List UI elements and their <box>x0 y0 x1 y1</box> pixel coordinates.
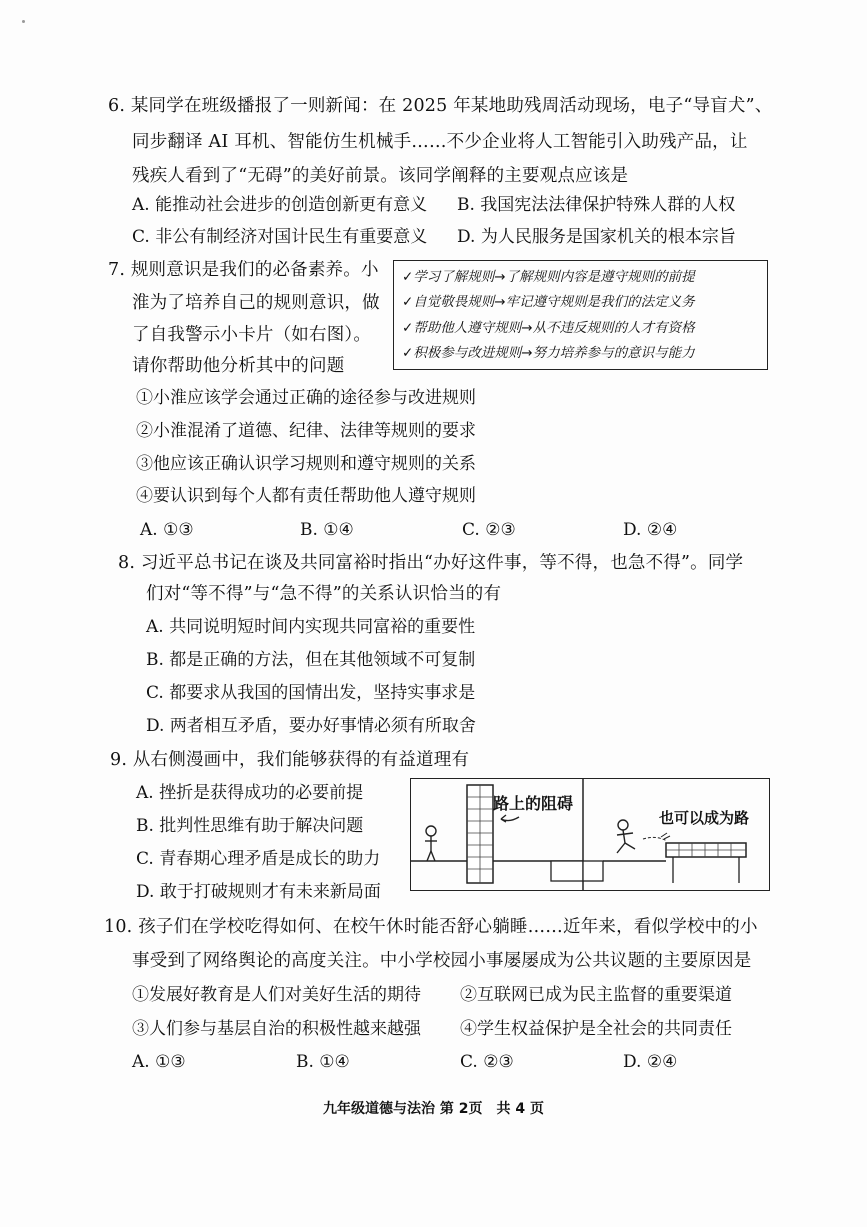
q10-stem-line-2: 事受到了网络舆论的高度关注。中小学校园小事屡屡成为公共议题的主要原因是 <box>132 951 752 971</box>
q10-statement-4: ④学生权益保护是全社会的共同责任 <box>460 1019 732 1039</box>
q6-option-d[interactable]: D. 为人民服务是国家机关的根本宗旨 <box>457 227 736 247</box>
comic-left-caption: 路上的阻碍 <box>493 794 574 813</box>
q6-stem-line-3: 残疾人看到了“无碍”的美好前景。该同学阐释的主要观点应该是 <box>132 166 629 186</box>
q6-stem-line-2: 同步翻译 AI 耳机、智能仿生机械手……不少企业将人工智能引入助残产品，让 <box>132 132 748 152</box>
q6-stem-line-1: 6. 某同学在班级播报了一则新闻：在 2025 年某地助残周活动现场，电子“导盲犬”、 <box>108 96 773 116</box>
q6-option-c[interactable]: C. 非公有制经济对国计民生有重要意义 <box>132 227 428 247</box>
page-footer: 九年级道德与法治 第 2页 共 4 页 <box>323 1101 544 1117</box>
q8-option-d[interactable]: D. 两者相互矛盾，要办好事情必须有所取舍 <box>146 716 476 736</box>
q10-stem-line-1: 10. 孩子们在学校吃得如何、在校午休时能否舒心躺睡……近年来，看似学校中的小 <box>104 917 758 937</box>
q10-option-a[interactable]: A. ①③ <box>132 1052 186 1072</box>
q8-stem-line-1: 8. 习近平总书记在谈及共同富裕时指出“办好这件事，等不得，也急不得”。同学 <box>118 553 744 573</box>
q7-option-c[interactable]: C. ②③ <box>462 520 516 540</box>
warning-card-line-4: ✓积极参与改进规则→努力培养参与的意识与能力 <box>402 345 695 361</box>
q6-option-a[interactable]: A. 能推动社会进步的创造创新更有意义 <box>132 195 428 215</box>
warning-card <box>393 260 768 370</box>
q10-option-d[interactable]: D. ②④ <box>623 1052 678 1072</box>
q9-option-a[interactable]: A. 挫折是获得成功的必要前提 <box>136 783 364 803</box>
q9-option-b[interactable]: B. 批判性思维有助于解决问题 <box>136 816 364 836</box>
warning-card-line-2: ✓自觉敬畏规则→牢记遵守规则是我们的法定义务 <box>402 294 695 310</box>
q9-stem: 9. 从右侧漫画中，我们能够获得的有益道理有 <box>110 750 470 770</box>
q8-option-c[interactable]: C. 都要求从我国的国情出发，坚持实事求是 <box>146 683 476 703</box>
q10-option-c[interactable]: C. ②③ <box>460 1052 514 1072</box>
q8-option-b[interactable]: B. 都是正确的方法，但在其他领域不可复制 <box>146 650 476 670</box>
q7-option-b[interactable]: B. ①④ <box>300 520 354 540</box>
q8-option-a[interactable]: A. 共同说明短时间内实现共同富裕的重要性 <box>146 617 476 637</box>
q9-option-c[interactable]: C. 青春期心理矛盾是成长的助力 <box>136 849 381 869</box>
comic-illustration <box>410 778 770 891</box>
q6-option-b[interactable]: B. 我国宪法法律保护特殊人群的人权 <box>457 195 736 215</box>
scan-speck <box>22 20 25 23</box>
q7-statement-2: ②小淮混淆了道德、纪律、法律等规则的要求 <box>136 421 476 441</box>
q10-statement-2: ②互联网已成为民主监督的重要渠道 <box>460 985 732 1005</box>
q7-statement-4: ④要认识到每个人都有责任帮助他人遵守规则 <box>136 486 476 506</box>
q7-stem-line-4: 请你帮助他分析其中的问题 <box>132 356 345 376</box>
q7-statement-3: ③他应该正确认识学习规则和遵守规则的关系 <box>136 454 476 474</box>
comic-right-caption: 也可以成为路 <box>659 809 750 827</box>
q7-stem-line-2: 淮为了培养自己的规则意识，做 <box>132 293 380 313</box>
warning-card-line-1: ✓学习了解规则→了解规则内容是遵守规则的前提 <box>402 269 695 285</box>
q10-statement-1: ①发展好教育是人们对美好生活的期待 <box>132 985 421 1005</box>
warning-card-line-3: ✓帮助他人遵守规则→从不违反规则的人才有资格 <box>402 320 695 336</box>
q7-option-d[interactable]: D. ②④ <box>623 520 678 540</box>
q8-stem-line-2: 们对“等不得”与“急不得”的关系认识恰当的有 <box>146 584 502 604</box>
q10-statement-3: ③人们参与基层自治的积极性越来越强 <box>132 1019 421 1039</box>
q7-option-a[interactable]: A. ①③ <box>140 520 194 540</box>
q7-statement-1: ①小淮应该学会通过正确的途径参与改进规则 <box>136 388 476 408</box>
q7-stem-line-1: 7. 规则意识是我们的必备素养。小 <box>108 260 379 280</box>
q10-option-b[interactable]: B. ①④ <box>296 1052 350 1072</box>
q9-option-d[interactable]: D. 敢于打破规则才有未来新局面 <box>136 882 381 902</box>
q7-stem-line-3: 了自我警示小卡片（如右图）。 <box>132 325 372 345</box>
comic-drawing <box>411 779 770 891</box>
